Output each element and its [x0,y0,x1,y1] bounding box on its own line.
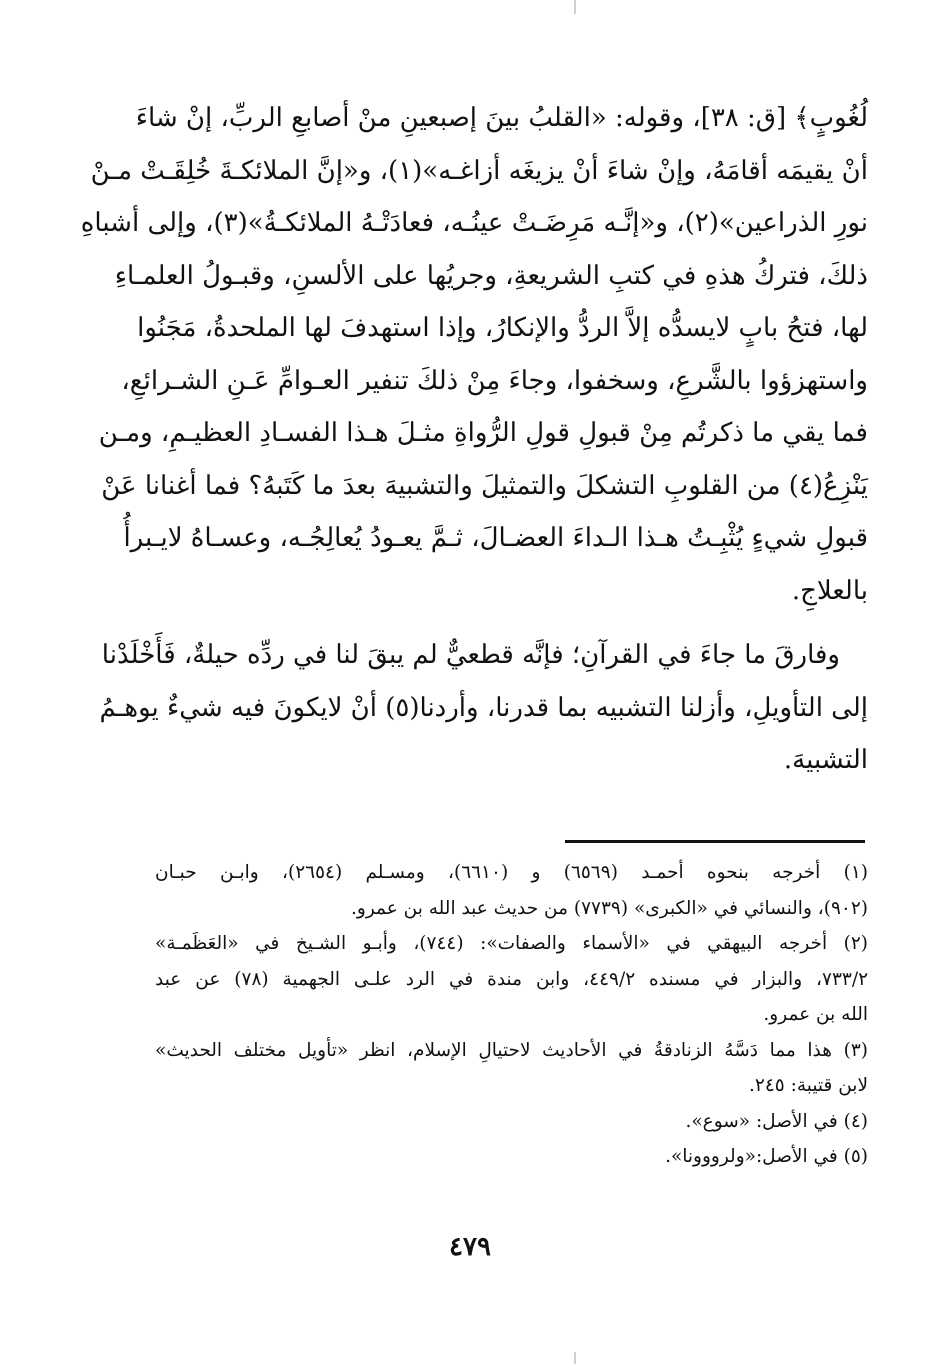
text-line: نورِ الذراعين»(٢)، و«إنَّـه مَرِضَـتْ عينُـه، فعادَتْـهُ الملائكـةُ»(٣)، وإلى أشباهِ [80,208,868,238]
paragraph-gap [148,617,868,629]
footnote-line: الله بن عمرو. [763,1004,868,1025]
text-line: التشبيهَ. [783,745,868,775]
footnotes [155,855,868,1175]
scan-mark-bottom [574,1352,576,1364]
scan-mark-top [574,0,576,14]
text-line: أنْ يقيمَه أقامَهُ، وإنْ شاءَ أنْ يزيغَه أزاغـه»(١)، و«إنَّ الملائكـةَ خُلِقَـتْ مـنْ [90,155,868,186]
page-number: ٤٧٩ [449,1232,491,1262]
main-text [80,92,868,787]
text-line: قبولِ شيءٍ يُثْبِـتُ هـذا الـداءَ العضـالَ، ثـمَّ يعـودُ يُعالِجُـه، وعسـاهُ لايـبرأُ [123,523,868,553]
footnote-line: (١) أخرجه بنحوه أحمـد (٦٥٦٩) و (٦٦١٠)، ومسـلم (٢٦٥٤)، وابـن حبـان [155,862,868,883]
text-line: وفارقَ ما جاءَ في القرآنِ؛ فإنَّه قطعيٌّ لم يبقَ لنا في ردِّه حيلةٌ، فَأَخْلَدْنا [101,640,840,670]
text-line: يَنْزِعُ(٤) من القلوبِ التشكلَ والتمثيلَ والتشبيهَ بعدَ ما كَتَبهُ؟ فما أغنانا عَنْ [101,470,868,501]
text-line: إلى التأويلِ، وأزلنا التشبيه بما قدرنا، وأردنا(٥) أنْ لايكونَ فيه شيءٌ يوهـمُ [99,692,868,723]
footnote-line: (٣) هذا مما دَسَّهُ الزنادقةُ في الأحاديث لاحتيالِ الإسلام، انظر «تأويل مختلف الحديث» [155,1039,868,1061]
footnote-line: (٩٠٢)، والنسائي في «الكبرى» (٧٧٣٩) من حديث عبد الله بن عمرو. [351,897,868,919]
footnote-line: (٢) أخرجه البيهقي في «الأسماء والصفات»: (٧٤٤)، وأبـو الشـيخ في «العَظَمـة» [155,933,868,954]
text-line: لها، فتحُ بابٍ لايسدُّه إلاَّ الردُّ والإنكارُ، وإذا استهدفَ لها الملحدةُ، مَجَنُوا [137,313,868,343]
text-line: فما يقي ما ذكرتُم مِنْ قبولِ قولِ الرُّواةِ مثـلَ هـذا الفسـادِ العظيـمِ، ومـن [98,418,868,448]
text-line: لُغُوبٍ﴾ [ق: ٣٨]، وقوله: «القلبُ بينَ إصبعينِ منْ أصابعِ الربِّ، إنْ شاءَ [135,103,868,133]
footnote-line: (٥) في الأصل:«ولرووونا». [665,1146,868,1167]
text-line: واستهزؤوا بالشَّرعِ، وسخفوا، وجاءَ مِنْ ذلكَ تنفير العـوامِّ عَـنِ الشـرائعِ، [121,365,868,396]
text-line: بالعلاجِ. [791,575,868,606]
footnote-line: ٧٣٣/٢، والبزار في مسنده ٤٤٩/٢، وابن مندة في الرد علـى الجهمية (٧٨) عن عبد [155,968,869,990]
footnote-line: (٤) في الأصل: «سوع». [685,1110,868,1132]
footnote-separator [565,840,865,843]
footnote-line: لابن قتيبة: ٢٤٥. [749,1075,868,1096]
text-line: ذلكَ، فتركُ هذهِ في كتبِ الشريعةِ، وجريُها على الألسنِ، وقبـولُ العلمـاءِ [114,260,868,291]
